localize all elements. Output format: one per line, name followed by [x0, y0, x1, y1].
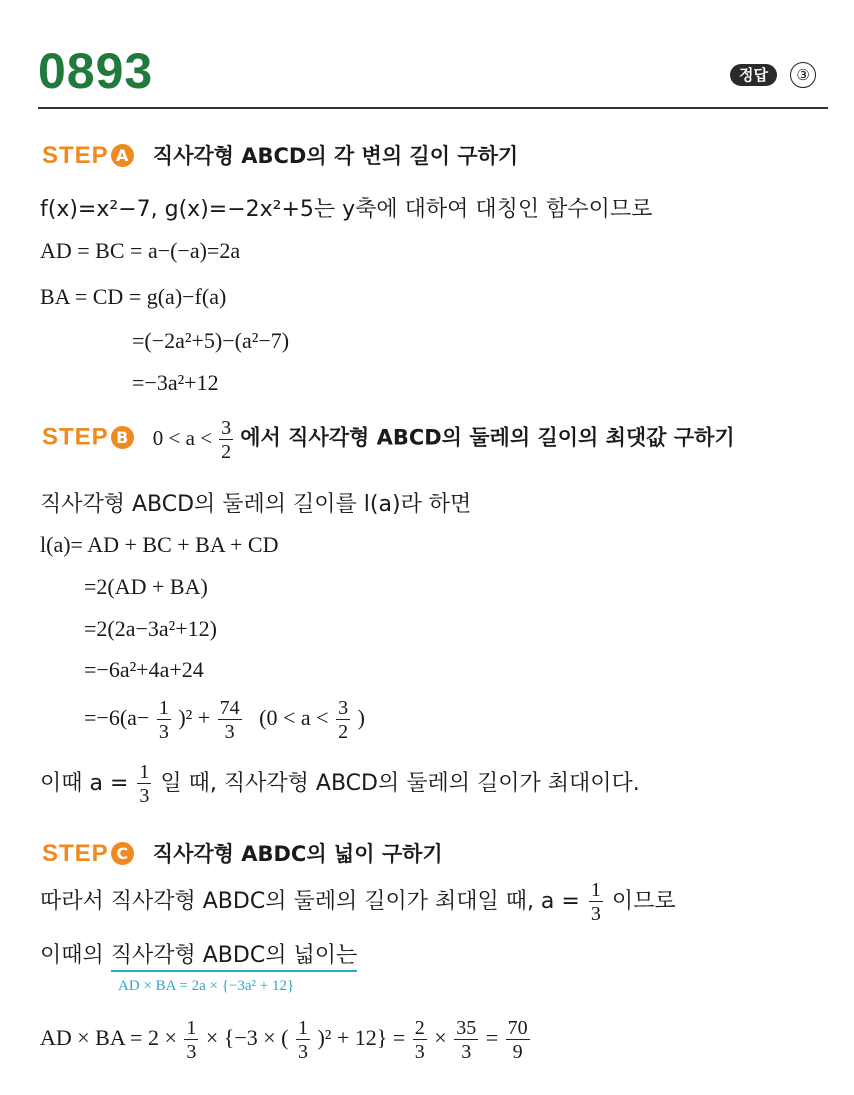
step-b-line-5: =−6a²+4a+24 [84, 657, 204, 682]
step-a-letter: A [111, 144, 134, 167]
step-a-line-5: =−3a²+12 [132, 370, 219, 395]
step-a-line-3: BA = CD = g(a)−f(a) [40, 284, 227, 309]
step-c-label: STEP [42, 840, 109, 867]
step-b-line-1: 직사각형 ABCD의 둘레의 길이를 l(a)라 하면 [40, 492, 472, 517]
step-a-heading [42, 140, 518, 170]
step-c-line-2: 이때의 직사각형 ABDC의 넓이는 [40, 938, 357, 969]
step-b-label: STEP [42, 423, 109, 451]
step-c-final: AD × BA = 2 × $\frac{1}{3}$ × {−3 × ( $\frac{1}{3}$ )² + 12} = $\frac{2}{3}$ × $\frac{35}{3}$ = $\frac{70}{9}$ [40, 1017, 528, 1063]
step-c-title: 직사각형 ABDC의 넓이 구하기 [152, 842, 443, 866]
answer-area [730, 62, 816, 88]
step-b-line-4: =2(2a−3a²+12) [84, 616, 217, 641]
step-a-line-2: AD = BC = a−(−a)=2a [40, 238, 241, 263]
answer-value: ③ [790, 62, 816, 88]
step-a-line-1: f(x)=x²−7, g(x)=−2x²+5는 y축에 대하여 대칭인 함수이므로 [40, 197, 653, 222]
step-a-label: STEP [42, 142, 109, 169]
step-c-heading [42, 838, 443, 868]
step-b-line-7: 이때 a = $\frac{1}{3}$ 일 때, 직사각형 ABCD의 둘레의 길이가 최대이다. [40, 761, 640, 807]
step-a-title: 직사각형 ABCD의 각 변의 길이 구하기 [152, 144, 519, 168]
step-c-letter: C [111, 842, 134, 865]
underlined-phrase: 직사각형 ABDC의 넓이는 [111, 943, 357, 972]
header-divider [38, 107, 828, 109]
step-c-note: AD × BA = 2a × {−3a² + 12} [118, 978, 295, 994]
step-b-line-2: l(a)= AD + BC + BA + CD [40, 532, 279, 557]
step-c-line-1: 따라서 직사각형 ABDC의 둘레의 길이가 최대일 때, a = $\frac{1}{3}$ 이므로 [40, 879, 676, 925]
step-a-line-4: =(−2a²+5)−(a²−7) [132, 328, 290, 353]
step-b-heading [42, 418, 735, 462]
step-b-fraction: $\frac{3}{2}$ [221, 417, 232, 463]
step-b-letter: B [111, 426, 134, 449]
answer-badge: 정답 [730, 64, 777, 86]
step-b-title: 에서 직사각형 ABCD의 둘레의 길이의 최댓값 구하기 [240, 425, 735, 450]
problem-number: 0893 [38, 43, 154, 99]
step-b-line-6: =−6(a− $\frac{1}{3}$ )² + $\frac{74}{3}$ (0 < a < $\frac{3}{2}$ ) [84, 697, 365, 743]
step-b-condition: 0 < a < [152, 425, 213, 450]
step-b-line-3: =2(AD + BA) [84, 574, 208, 599]
